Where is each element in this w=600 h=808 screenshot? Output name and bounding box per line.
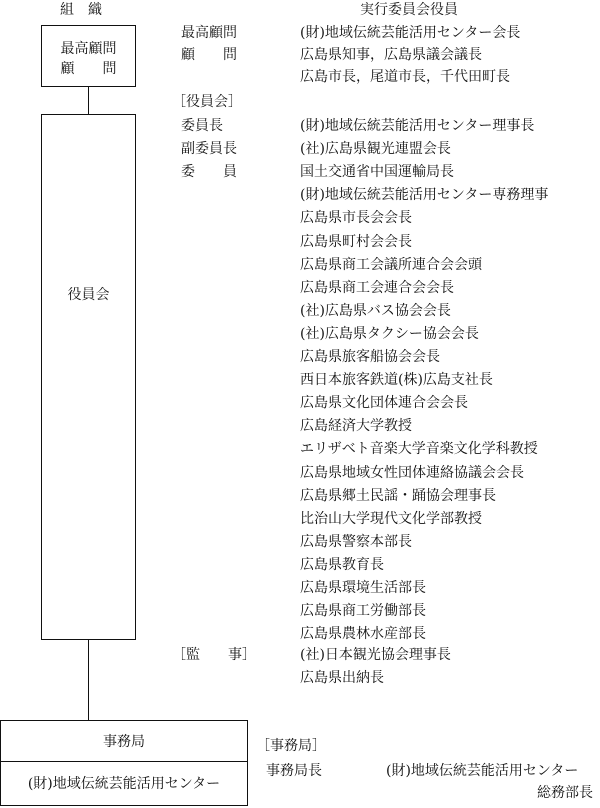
committee-member: 広島県郷土民謡・踊協会理事長 bbox=[300, 488, 496, 504]
office-member-line2: 総務部長 bbox=[537, 785, 593, 801]
committee-member: 広島県町村会会長 bbox=[300, 234, 412, 250]
connector-bottom bbox=[88, 640, 89, 720]
top-advisor-box-line1: 最高顧問 bbox=[60, 41, 117, 57]
committee-section-label: ［役員会］ bbox=[172, 94, 242, 110]
committee-member: 広島県旅客船協会会長 bbox=[300, 349, 440, 365]
role-member: 広島県知事，広島県議会議長 bbox=[300, 47, 482, 63]
committee-role-label: 委員長 bbox=[181, 118, 223, 134]
committee-member: 広島県地域女性団体連絡協議会会長 bbox=[300, 465, 524, 481]
office-member-line1: (財)地域伝統芸能活用センター bbox=[386, 763, 579, 779]
top-advisor-box-line2: 顧 問 bbox=[60, 61, 117, 77]
committee-member: 広島県農林水産部長 bbox=[300, 626, 426, 642]
committee-member: 広島県商工労働部長 bbox=[300, 603, 426, 619]
committee-member: 広島経済大学教授 bbox=[300, 418, 412, 434]
role-label: 顧 問 bbox=[181, 47, 237, 63]
connector-top bbox=[88, 87, 89, 114]
office-section-label: ［事務局］ bbox=[256, 738, 326, 754]
committee-member: 広島県商工会連合会会長 bbox=[300, 280, 454, 296]
role-label: 最高顧問 bbox=[181, 25, 237, 41]
office-box-title: 事務局 bbox=[103, 734, 145, 750]
committee-role-label: 委 員 bbox=[181, 164, 237, 180]
committee-member: (社)広島県バス協会会長 bbox=[300, 303, 451, 319]
committee-box bbox=[41, 114, 136, 640]
top-advisor-box bbox=[41, 25, 136, 87]
role-member: 広島市長，尾道市長，千代田町長 bbox=[300, 69, 510, 85]
auditor-member: 広島県出納長 bbox=[300, 670, 384, 686]
office-box-sub: (財)地域伝統芸能活用センター bbox=[27, 776, 221, 792]
committee-member: 広島県警察本部長 bbox=[300, 534, 412, 550]
committee-member: 広島県教育長 bbox=[300, 557, 384, 573]
committee-member: (財)地域伝統芸能活用センター専務理事 bbox=[300, 187, 549, 203]
auditor-section-label: ［監 事］ bbox=[172, 647, 256, 663]
committee-member: (社)広島県観光連盟会長 bbox=[300, 141, 451, 157]
committee-box-label: 役員会 bbox=[67, 287, 110, 303]
auditor-member: (社)日本観光協会理事長 bbox=[300, 647, 451, 663]
roles-header: 実行委員会役員 bbox=[360, 2, 458, 18]
committee-member: 広島県市長会会長 bbox=[300, 210, 412, 226]
committee-member: 広島県文化団体連合会会長 bbox=[300, 395, 468, 411]
office-box bbox=[0, 720, 248, 806]
committee-member: 国土交通省中国運輸局長 bbox=[300, 164, 454, 180]
committee-member: 比治山大学現代文化学部教授 bbox=[300, 511, 482, 527]
committee-role-label: 副委員長 bbox=[181, 141, 237, 157]
committee-member: (社)広島県タクシー協会会長 bbox=[300, 326, 479, 342]
committee-member: エリザベト音楽大学音楽文化学科教授 bbox=[300, 441, 538, 457]
office-box-divider bbox=[1, 761, 247, 762]
org-header: 組 織 bbox=[60, 2, 102, 18]
committee-member: 広島県商工会議所連合会会頭 bbox=[300, 257, 482, 273]
committee-member: (財)地域伝統芸能活用センター理事長 bbox=[300, 118, 535, 134]
committee-member: 広島県環境生活部長 bbox=[300, 580, 426, 596]
committee-member: 西日本旅客鉄道(株)広島支社長 bbox=[300, 372, 493, 388]
role-member: (財)地域伝統芸能活用センター会長 bbox=[300, 25, 521, 41]
office-role: 事務局長 bbox=[266, 763, 322, 779]
